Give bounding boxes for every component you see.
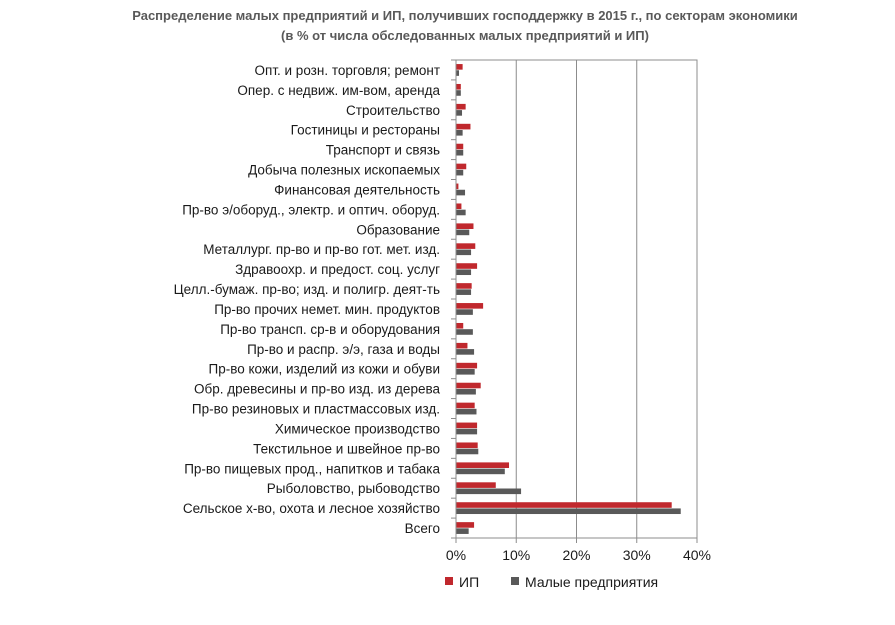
legend-label-small-enterprises: Малые предприятия [525, 574, 659, 590]
bar-ip [456, 442, 478, 448]
category-label: Пр-во пищевых прод., напитков и табака [184, 461, 440, 477]
category-label: Опт. и розн. торговля; ремонт [254, 62, 440, 78]
category-label: Обр. древесины и пр-во изд. из дерева [194, 381, 440, 397]
x-tick-label: 0% [445, 547, 467, 563]
chart-subtitle: (в % от числа обследованных малых предприятий и ИП) [281, 28, 649, 43]
bar-ip [456, 144, 463, 150]
bar-ip [456, 64, 463, 70]
legend-label-ip: ИП [459, 574, 480, 590]
bar-ip [456, 263, 477, 269]
category-label: Химическое производство [274, 421, 440, 437]
category-label: Строительство [346, 102, 440, 118]
bar-ip [456, 243, 475, 249]
bar-small-enterprises [456, 250, 471, 256]
category-label: Пр-во кожи, изделий из кожи и обуви [208, 361, 440, 377]
bar-small-enterprises [456, 170, 463, 176]
category-label: Гостиницы и рестораны [290, 122, 440, 138]
bar-ip [456, 522, 474, 528]
bar-small-enterprises [456, 449, 478, 455]
category-label: Опер. с недвиж. им-вом, аренда [237, 82, 440, 98]
bar-ip [456, 403, 475, 409]
category-label: Пр-во трансп. ср-в и оборудования [220, 321, 440, 337]
category-label: Здравоохр. и предост. соц. услуг [235, 262, 440, 278]
category-label: Пр-во прочих немет. мин. продуктов [214, 301, 440, 317]
bar-ip [456, 383, 481, 389]
bar-ip [456, 283, 472, 289]
bar-small-enterprises [456, 508, 681, 514]
chart-title: Распределение малых предприятий и ИП, получивших господдержку в 2015 г., по секторам экономики [132, 8, 798, 23]
category-label: Всего [404, 521, 440, 537]
bar-small-enterprises [456, 528, 469, 534]
bar-ip [456, 323, 463, 329]
bar-ip [456, 124, 470, 130]
bar-small-enterprises [456, 469, 505, 475]
category-label: Металлург. пр-во и пр-во гот. мет. изд. [203, 242, 440, 258]
bar-small-enterprises [456, 150, 463, 156]
x-tick-label: 10% [502, 547, 531, 563]
bar-small-enterprises [456, 489, 521, 495]
bar-ip [456, 303, 483, 309]
bar-small-enterprises [456, 329, 473, 335]
legend-swatch-small-enterprises [511, 577, 519, 585]
bar-small-enterprises [456, 349, 474, 355]
bar-ip [456, 502, 672, 508]
bar-ip [456, 223, 473, 229]
bar-ip [456, 203, 461, 209]
bar-ip [456, 84, 461, 90]
bar-small-enterprises [456, 230, 469, 236]
category-label: Финансовая деятельность [274, 182, 440, 198]
x-tick-label: 20% [562, 547, 591, 563]
bar-ip [456, 462, 509, 468]
bar-small-enterprises [456, 110, 462, 116]
category-label: Транспорт и связь [325, 142, 440, 158]
bar-small-enterprises [456, 409, 476, 415]
category-label: Добыча полезных ископаемых [248, 162, 440, 178]
bar-small-enterprises [456, 190, 465, 196]
bar-ip [456, 363, 477, 369]
bar-small-enterprises [456, 289, 471, 295]
bar-ip [456, 164, 466, 170]
category-label: Рыболовство, рыбоводство [266, 481, 440, 497]
category-label: Текстильное и швейное пр-во [253, 441, 440, 457]
bar-ip [456, 343, 467, 349]
x-tick-label: 40% [682, 547, 712, 563]
bar-small-enterprises [456, 389, 476, 395]
bar-small-enterprises [456, 130, 463, 136]
bar-small-enterprises [456, 210, 466, 216]
category-label: Целл.-бумаж. пр-во; изд. и полигр. деят-ть [173, 282, 440, 298]
x-tick-label: 30% [622, 547, 651, 563]
category-label: Сельское х-во, охота и лесное хозяйство [182, 501, 440, 517]
bar-ip [456, 482, 496, 488]
bar-small-enterprises [456, 309, 473, 315]
bar-small-enterprises [456, 269, 471, 275]
legend-swatch-ip [445, 577, 453, 585]
bar-small-enterprises [456, 429, 477, 435]
bar-small-enterprises [456, 369, 475, 375]
bar-ip [456, 104, 466, 110]
bar-ip [456, 423, 477, 429]
bar-small-enterprises [456, 90, 461, 96]
category-label: Образование [356, 222, 440, 238]
category-label: Пр-во и распр. э/э, газа и воды [247, 341, 440, 357]
category-label: Пр-во э/оборуд., электр. и оптич. оборуд. [182, 202, 440, 218]
category-label: Пр-во резиновых и пластмассовых изд. [191, 401, 440, 417]
